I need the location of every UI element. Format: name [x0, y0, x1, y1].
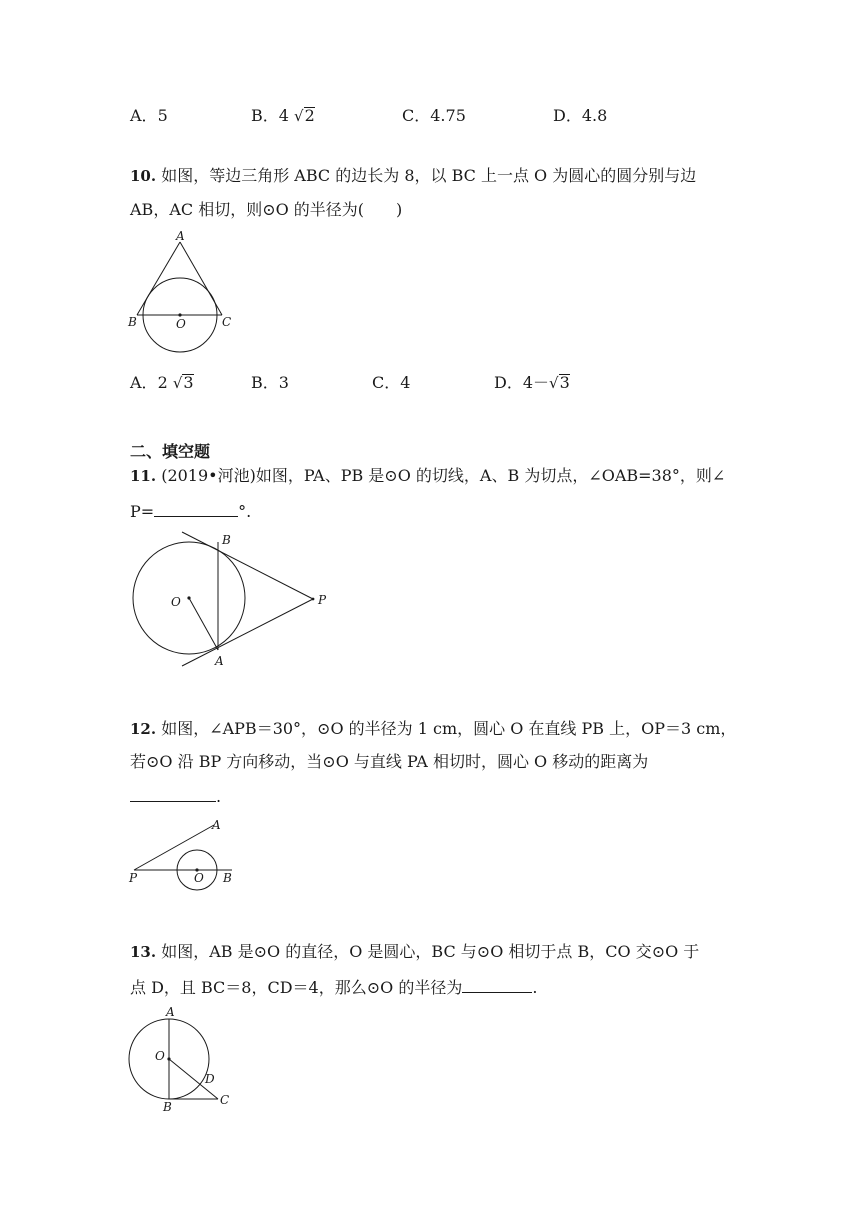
q12-text-line3: .: [130, 785, 221, 807]
tangent-pa: [182, 599, 313, 666]
question-number: 12.: [130, 720, 157, 738]
tangent-pb: [182, 532, 313, 599]
label-o: O: [176, 317, 186, 331]
q9-option-c: C．4.75: [402, 106, 466, 125]
point-p: [312, 598, 315, 601]
q9-option-b: B．4 √2: [251, 106, 315, 125]
ray-pa: [134, 825, 214, 870]
label-a: A: [166, 1005, 175, 1019]
radicand: 3: [559, 373, 570, 392]
question-number: 10.: [130, 167, 157, 185]
label-o: O: [171, 595, 181, 609]
label-o: O: [155, 1049, 165, 1063]
label-b: B: [222, 533, 231, 547]
label-p: P: [318, 593, 327, 607]
q13-figure: [126, 1004, 241, 1119]
q10-figure: [125, 228, 240, 358]
answer-blank[interactable]: [130, 785, 216, 802]
radius-oa: [189, 598, 218, 650]
q12-figure: [126, 818, 241, 893]
q9-option-a: A．5: [130, 106, 168, 125]
q10-option-c: C．4: [372, 373, 411, 392]
label-c: C: [220, 1093, 230, 1107]
q12-text-line1: 12. 如图，∠APB＝30°，⊙O 的半径为 1 cm，圆心 O 在直线 PB 上，OP＝3 cm，: [130, 719, 737, 738]
center-point: [167, 1057, 170, 1060]
radicand: 3: [183, 373, 194, 392]
q10-text-line2: AB，AC 相切，则⊙O 的半径为( ): [130, 200, 403, 219]
label-b: B: [163, 1100, 172, 1114]
sqrt-symbol: √: [172, 374, 183, 392]
center-point: [187, 596, 190, 599]
radicand: 2: [304, 106, 315, 125]
label-b: B: [223, 871, 232, 885]
q11-text-line1: 11. (2019•河池)如图，PA、PB 是⊙O 的切线，A、B 为切点，∠OAB=38°，则∠: [130, 466, 726, 485]
label-p: P: [129, 871, 138, 885]
question-number: 11.: [130, 467, 157, 485]
section-heading: 二、填空题: [130, 442, 211, 461]
question-number: 13.: [130, 943, 157, 961]
answer-blank[interactable]: [462, 976, 532, 993]
sqrt-symbol: √: [549, 374, 559, 392]
answer-blank[interactable]: [154, 500, 238, 517]
label-d: D: [205, 1072, 215, 1086]
q13-text-line2: 点 D，且 BC＝8，CD＝4，那么⊙O 的半径为 .: [130, 978, 538, 997]
q11-text-line2: P= °.: [130, 502, 252, 521]
q10-option-d: D．4－√3: [494, 373, 570, 392]
q10-text-line1: 10. 如图，等边三角形 ABC 的边长为 8，以 BC 上一点 O 为圆心的圆分别与边: [130, 166, 697, 185]
q11-figure: [130, 528, 340, 673]
label-a: A: [212, 818, 221, 832]
q9-option-d: D．4.8: [553, 106, 608, 125]
label-a: A: [215, 654, 224, 668]
q13-text-line1: 13. 如图，AB 是⊙O 的直径，O 是圆心，BC 与⊙O 相切于点 B，CO 交⊙O 于: [130, 942, 700, 961]
q10-option-a: A．2 √3: [130, 373, 194, 392]
q10-option-b: B．3: [251, 373, 289, 392]
label-b: B: [128, 315, 137, 329]
sqrt-symbol: √: [294, 107, 304, 125]
q12-text-line2: 若⊙O 沿 BP 方向移动，当⊙O 与直线 PA 相切时，圆心 O 移动的距离为: [130, 752, 649, 771]
label-a: A: [176, 229, 185, 243]
label-o: O: [194, 871, 204, 885]
label-c: C: [222, 315, 232, 329]
